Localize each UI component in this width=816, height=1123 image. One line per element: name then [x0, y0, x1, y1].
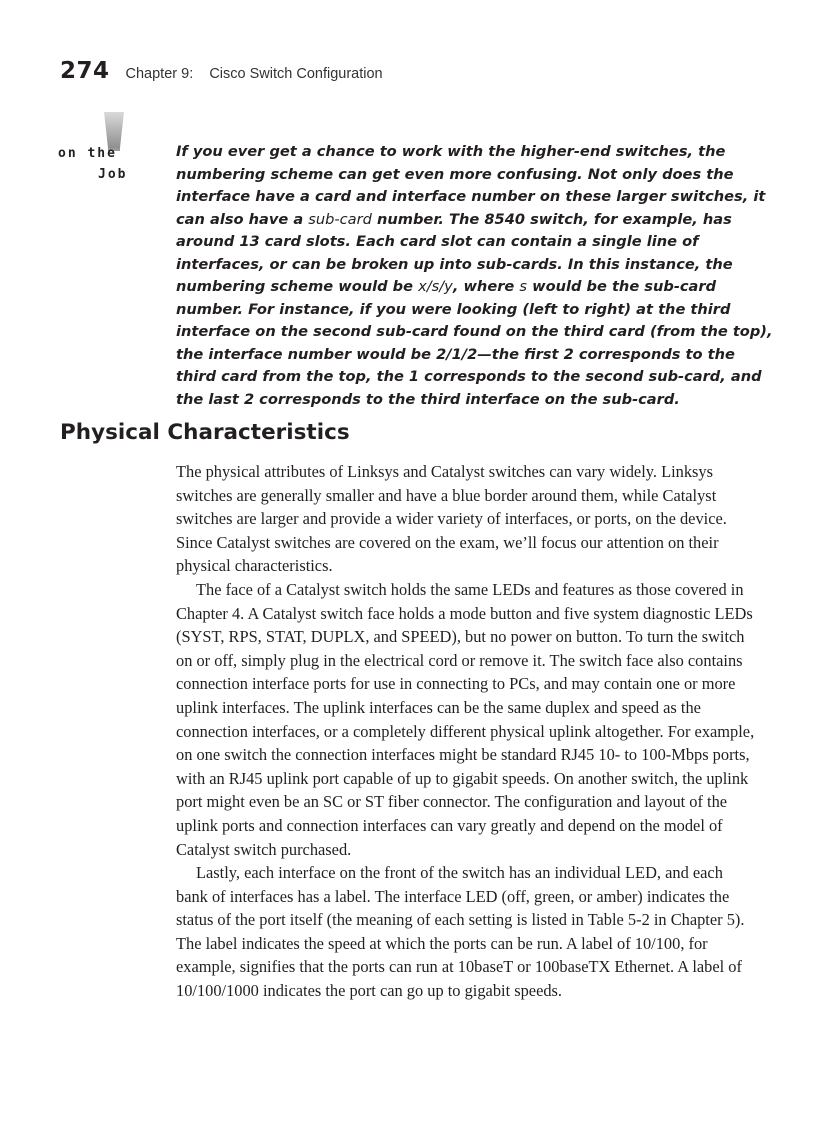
page-header — [60, 58, 383, 84]
section-heading: Physical Characteristics — [60, 420, 350, 445]
on-the-job-callout — [176, 141, 776, 411]
callout-emphasis: s — [519, 278, 528, 295]
logo-text-top: on the — [58, 146, 117, 161]
body-paragraph: Lastly, each interface on the front of the switch has an individual LED, and each bank of interfaces has a label. The interface LED (off, green, or amber) indicates the status of the port itself (the meaning of each setting is listed in Table 5-2 in Chapter 5). The label indicates the speed at which the ports can be run. A label of 10/100, for example, signifies that the ports can run at 10baseT or 100baseTX Ethernet. A label of 10/100/1000 indicates the port can go up to gigabit speeds. — [176, 863, 745, 1001]
on-the-job-icon — [58, 112, 158, 186]
callout-emphasis: x/s/y — [418, 278, 453, 295]
callout-emphasis: sub-card — [308, 210, 372, 228]
body-paragraph: The physical attributes of Linksys and Catalyst switches can vary widely. Linksys switches are generally smaller and have a blue border around them, while Catalyst switches are larger and provide a wider variety of interfaces, or ports, on the device. Since Catalyst switches are covered on the exam, we’ll focus our attention on their physical characteristics. — [176, 462, 727, 576]
on-the-job-logo — [58, 112, 158, 186]
page-number: 274 — [60, 58, 110, 84]
running-head: Chapter 9: Cisco Switch Configuration — [125, 66, 383, 82]
callout-text: number. The 8540 switch, for example, has around 13 card slots. Each card slot can contain a single line of interfaces, or can be broken up into sub-cards. In this instance, the numbering scheme would be — [176, 210, 733, 295]
callout-text: would be the sub-card number. For instance, if you were looking (left to right) at the third interface on the second sub-card found on the third card (from the top), the interface number would be 2/1/2—the first 2 corresponds to the third card from the top, the 1 corresponds to the second sub-card, and the last 2 corresponds to the third interface on the sub-card. — [176, 278, 773, 408]
body-text — [176, 460, 758, 1003]
callout-text: , where — [452, 278, 520, 295]
body-paragraph: The face of a Catalyst switch holds the same LEDs and features as those covered in Chapter 4. A Catalyst switch face holds a mode button and five system diagnostic LEDs (SYST, RPS, STAT, DUPLX, and SPEED), but no power on button. To turn the switch on or off, simply plug in the electrical cord or remove it. The switch face also contains connection interface ports for use in connecting to PCs, and may contain one or more uplink interfaces. The uplink interfaces can be the same duplex and speed as the connection interfaces, or a completely different physical uplink altogether. For example, on one switch the connection interfaces might be standard RJ45 10- to 100-Mbps ports, with an RJ45 uplink port capable of up to gigabit speeds. On another switch, the uplink port might even be an SC or ST fiber connector. The configuration and layout of the uplink ports and connection interfaces can vary greatly and depend on the model of Catalyst switch purchased. — [176, 579, 755, 859]
logo-text-bottom: Job — [98, 167, 128, 182]
callout-text: If you ever get a chance to work with the higher-end switches, the numbering scheme can get even more confusing. Not only does the interface have a card and interface number on these larger switches, it can also have a — [176, 143, 766, 228]
